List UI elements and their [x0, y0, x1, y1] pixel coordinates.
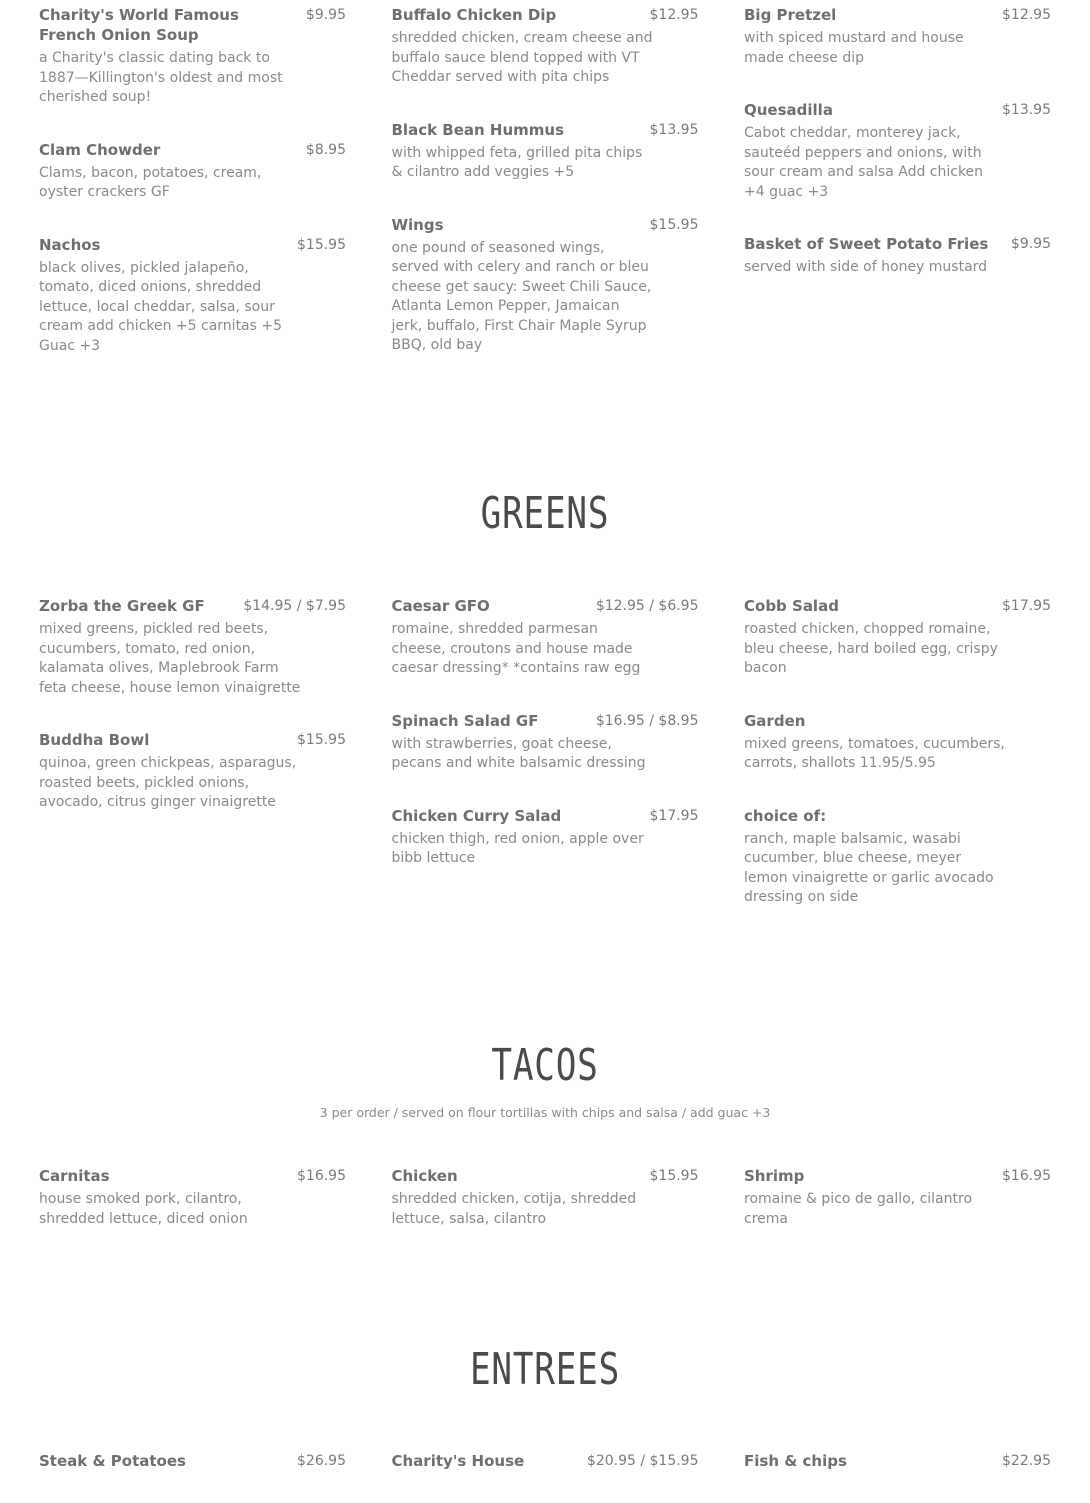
item-name: Nachos [39, 235, 101, 254]
item-price: $12.95 / $6.95 [595, 598, 699, 614]
item-price: $17.95 [649, 807, 699, 824]
item-name: Charity's World Famous French Onion Soup [39, 6, 239, 44]
item-description: a Charity's classic dating back to 1887—Killington's oldest and most cherished soup! [39, 50, 283, 105]
item-price: $8.95 [305, 141, 346, 158]
entrees-column-3 [744, 1451, 1051, 1503]
menu-item [39, 1166, 346, 1229]
item-price: $9.95 [1010, 236, 1051, 252]
menu-item [392, 1166, 699, 1229]
menu-item [39, 5, 346, 108]
item-description: shredded chicken, cotija, shredded lettuce, salsa, cilantro [391, 1191, 637, 1227]
item-price: $9.95 [305, 7, 346, 23]
item-price: $15.95 [649, 216, 699, 233]
item-name: Caesar GFO [391, 597, 490, 615]
item-name: Basket of Sweet Potato Fries [744, 235, 989, 253]
menu-item [744, 100, 1051, 202]
item-name: Zorba the Greek GF [39, 597, 205, 615]
tacos-column-2 [392, 1166, 699, 1261]
item-name: Fish & chips [744, 1452, 847, 1470]
menu-item [392, 596, 699, 679]
item-name: Quesadilla [744, 101, 833, 119]
item-name: Clam Chowder [39, 140, 161, 159]
item-price: $16.95 [297, 1168, 346, 1184]
menu-item [744, 1166, 1051, 1229]
menu-item [392, 215, 699, 356]
item-description: with whipped feta, grilled pita chips & cilantro add veggies +5 [391, 144, 643, 180]
menu-item [744, 234, 1051, 278]
item-description: ranch, maple balsamic, wasabi cucumber, blue cheese, meyer lemon vinaigrette or garlic avocado dressing on side [744, 830, 994, 905]
menu-item [392, 5, 699, 88]
item-name: Buddha Bowl [39, 731, 150, 749]
item-price: $15.95 [297, 236, 346, 253]
item-name: Big Pretzel [744, 6, 837, 24]
appetizers-column-2 [392, 5, 699, 388]
item-name: Shrimp [744, 1167, 805, 1185]
section-note-tacos: 3 per order / served on flour tortillas with chips and salsa / add guac +3 [319, 1105, 771, 1120]
appetizers-column-1 [39, 5, 346, 388]
item-name: Spinach Salad GF [391, 711, 539, 730]
item-description: mixed greens, pickled red beets, cucumbers, tomato, red onion, kalamata olives, Maplebrook Farm feta cheese, house lemon vinaigrette [39, 621, 301, 696]
menu-item [744, 596, 1051, 679]
item-name: Chicken [391, 1167, 458, 1185]
item-description: one pound of seasoned wings, served with celery and ranch or bleu cheese get saucy: Sweet Chili Sauce, Atlanta Lemon Pepper, Jamaican jerk, buffalo, First Chair Maple Syrup BBQ, old bay [391, 239, 652, 353]
item-price: $12.95 [649, 7, 699, 23]
menu-item [39, 730, 346, 813]
greens-column-3 [744, 596, 1051, 940]
greens-grid [39, 596, 1051, 940]
menu-item [744, 711, 1051, 774]
tacos-column-1 [39, 1166, 346, 1261]
item-price: $12.95 [1002, 7, 1051, 23]
item-name: Steak & Potatoes [39, 1452, 186, 1470]
menu-item [392, 806, 699, 869]
item-name: Buffalo Chicken Dip [391, 6, 557, 24]
item-description: house smoked pork, cilantro, shredded lettuce, diced onion [39, 1191, 248, 1227]
menu-item [39, 596, 346, 698]
item-name: Black Bean Hummus [391, 120, 565, 139]
menu-item [39, 140, 346, 203]
item-price: $14.95 / $7.95 [243, 598, 346, 614]
menu-item [392, 1451, 699, 1471]
section-title-entrees: ENTREES [469, 1344, 621, 1395]
item-name: Chicken Curry Salad [391, 806, 562, 825]
item-description: shredded chicken, cream cheese and buffalo sauce blend topped with VT Cheddar served with pita chips [391, 30, 653, 85]
item-price: $15.95 [297, 732, 346, 748]
item-price: $16.95 / $8.95 [595, 712, 699, 729]
item-description: black olives, pickled jalapeño, tomato, diced onions, shredded lettuce, local cheddar, salsa, sour cream add chicken +5 carnitas +5 Guac +3 [39, 259, 283, 354]
item-name: Charity's House [391, 1452, 525, 1470]
item-name: Carnitas [39, 1167, 110, 1185]
item-description: chicken thigh, red onion, apple over bibb lettuce [391, 830, 644, 866]
menu-item [392, 711, 699, 774]
entrees-column-1 [39, 1451, 346, 1503]
section-title-greens: GREENS [480, 488, 610, 539]
greens-column-2 [392, 596, 699, 940]
item-name: choice of: [744, 806, 827, 825]
tacos-column-3 [744, 1166, 1051, 1261]
item-price: $26.95 [297, 1453, 346, 1469]
item-description: quinoa, green chickpeas, asparagus, roasted beets, pickled onions, avocado, citrus ginger vinaigrette [39, 755, 297, 810]
tacos-grid [39, 1166, 1051, 1261]
entrees-column-2 [392, 1451, 699, 1503]
item-price: $16.95 [1002, 1168, 1051, 1184]
item-name: Wings [391, 215, 444, 234]
section-title-tacos: TACOS [491, 1040, 599, 1091]
item-price: $15.95 [649, 1168, 699, 1184]
item-description: mixed greens, tomatoes, cucumbers, carrots, shallots 11.95/5.95 [744, 735, 1005, 771]
menu-item [744, 1451, 1051, 1471]
item-description: Clams, bacon, potatoes, cream, oyster crackers GF [39, 164, 262, 200]
item-price: $13.95 [649, 121, 699, 138]
item-description: Cabot cheddar, monterey jack, sauteéd peppers and onions, with sour cream and salsa Add chicken +4 guac +3 [744, 125, 984, 200]
menu-item [39, 235, 346, 357]
entrees-grid [39, 1451, 1051, 1503]
item-name: Cobb Salad [744, 597, 839, 615]
item-description: romaine, shredded parmesan cheese, croutons and house made caesar dressing* *contains raw egg [391, 621, 641, 676]
item-price: $13.95 [1002, 102, 1051, 118]
item-price: $22.95 [1002, 1453, 1051, 1469]
item-description: with strawberries, goat cheese, pecans and white balsamic dressing [391, 735, 646, 771]
menu-item [744, 5, 1051, 68]
menu-item [744, 806, 1051, 908]
item-price: $17.95 [1002, 598, 1051, 614]
menu-item [392, 120, 699, 183]
appetizers-column-3 [744, 5, 1051, 388]
item-price: $20.95 / $15.95 [586, 1453, 699, 1469]
item-description: romaine & pico de gallo, cilantro crema [744, 1191, 973, 1227]
item-name: Garden [744, 711, 806, 730]
menu-item [39, 1451, 346, 1471]
item-description: roasted chicken, chopped romaine, bleu cheese, hard boiled egg, crispy bacon [744, 621, 998, 676]
item-description: served with side of honey mustard [744, 259, 988, 275]
appetizers-grid [39, 5, 1051, 388]
greens-column-1 [39, 596, 346, 940]
item-description: with spiced mustard and house made cheese dip [744, 30, 964, 66]
